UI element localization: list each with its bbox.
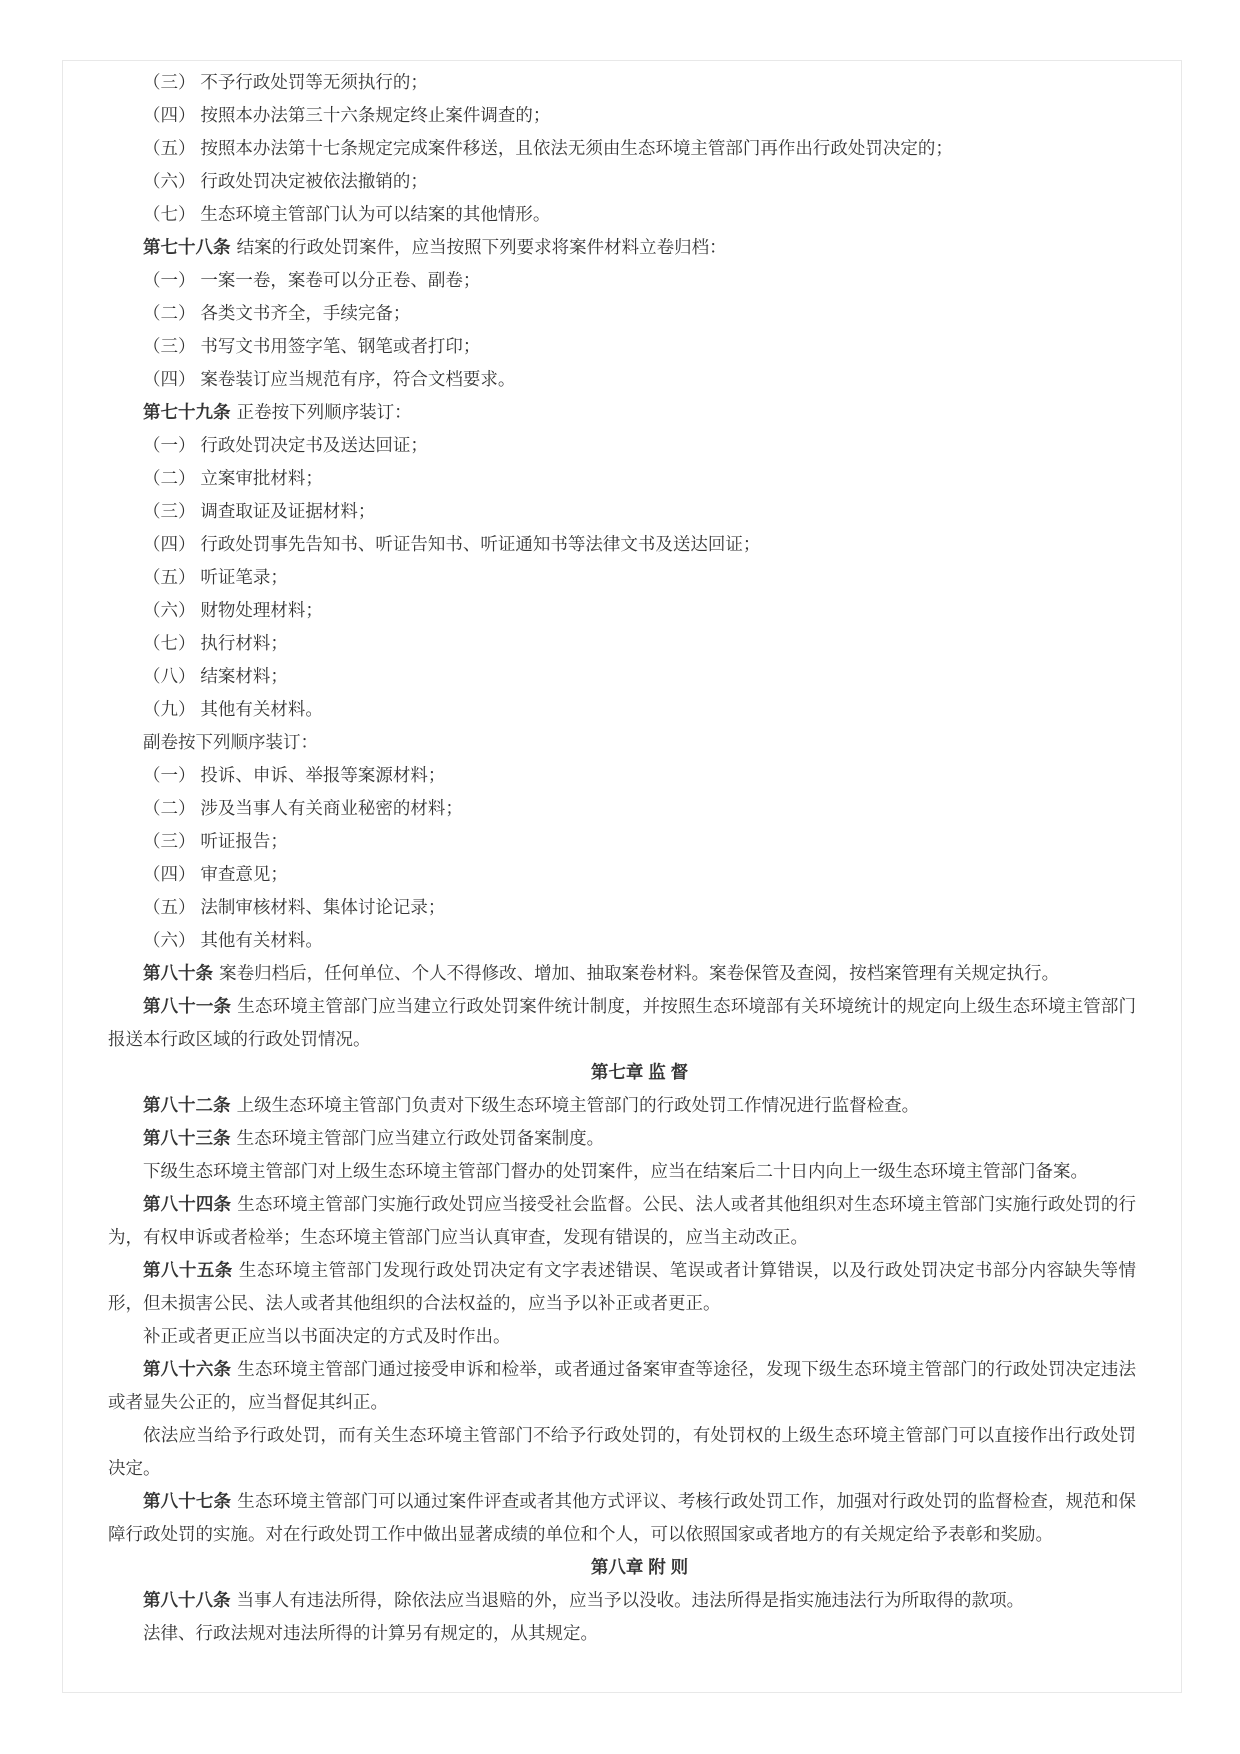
article-paragraph <box>108 957 1136 990</box>
numbered-list-item: （三） 调查取证及证据材料； <box>143 501 376 521</box>
article-text: 生态环境主管部门应当建立行政处罚案件统计制度，并按照生态环境部有关环境统计的规定向上级生态环境主管部门报送本行政区域的行政处罚情况。 <box>108 996 1136 1049</box>
document-body <box>108 66 1136 1650</box>
article-text: 正卷按下列顺序装订： <box>236 402 412 422</box>
article-paragraph <box>108 396 1136 429</box>
chapter-heading: 第八章 附 则 <box>590 1557 689 1577</box>
article-text: 生态环境主管部门发现行政处罚决定有文字表述错误、笔误或者计算错误，以及行政处罚决定书部分内容缺失等情形，但未损害公民、法人或者其他组织的合法权益的，应当予以补正或者更正。 <box>108 1260 1137 1313</box>
article-number-label: 第八十一条 <box>143 996 232 1016</box>
chapter-heading: 第七章 监 督 <box>590 1062 689 1082</box>
numbered-list-item: （七） 执行材料； <box>143 633 288 653</box>
numbered-list-item: （六） 行政处罚决定被依法撤销的； <box>143 171 428 191</box>
article-number-label: 第八十三条 <box>143 1128 231 1148</box>
article-text: 当事人有违法所得，除依法应当退赔的外，应当予以没收。违法所得是指实施违法行为所取得的款项。 <box>236 1590 1025 1610</box>
article-number-label: 第八十条 <box>143 963 213 983</box>
article-text: 生态环境主管部门实施行政处罚应当接受社会监督。公民、法人或者其他组织对生态环境主管部门实施行政处罚的行为，有权申诉或者检举；生态环境主管部门应当认真审查，发现有错误的，应当主动改正。 <box>108 1194 1136 1247</box>
article-number-label: 第七十九条 <box>143 402 231 422</box>
text-paragraph: 下级生态环境主管部门对上级生态环境主管部门督办的处罚案件，应当在结案后二十日内向上一级生态环境主管部门备案。 <box>143 1161 1088 1181</box>
article-paragraph <box>108 1188 1136 1254</box>
article-text: 生态环境主管部门通过接受申诉和检举，或者通过备案审查等途径，发现下级生态环境主管部门的行政处罚决定违法或者显失公正的，应当督促其纠正。 <box>108 1359 1136 1412</box>
numbered-list-item: （五） 法制审核材料、集体讨论记录； <box>143 897 446 917</box>
article-paragraph <box>108 1584 1136 1617</box>
numbered-list-item: （五） 按照本办法第十七条规定完成案件移送，且依法无须由生态环境主管部门再作出行政处罚决定的； <box>143 138 953 158</box>
article-number-label: 第八十八条 <box>143 1590 231 1610</box>
article-paragraph <box>108 1122 1136 1155</box>
article-text: 生态环境主管部门可以通过案件评查或者其他方式评议、考核行政处罚工作，加强对行政处罚的监督检查，规范和保障行政处罚的实施。对在行政处罚工作中做出显著成绩的单位和个人，可以依照国家或者地方的有关规定给予表彰和奖励。 <box>108 1491 1136 1544</box>
numbered-list-item: （三） 听证报告； <box>143 831 288 851</box>
numbered-list-item: （八） 结案材料； <box>143 666 288 686</box>
article-number-label: 第八十五条 <box>143 1260 233 1280</box>
article-text: 上级生态环境主管部门负责对下级生态环境主管部门的行政处罚工作情况进行监督检查。 <box>236 1095 920 1115</box>
numbered-list-item: （一） 一案一卷，案卷可以分正卷、副卷； <box>143 270 481 290</box>
text-paragraph: 依法应当给予行政处罚，而有关生态环境主管部门不给予行政处罚的，有处罚权的上级生态环境主管部门可以直接作出行政处罚决定。 <box>108 1425 1136 1478</box>
article-paragraph <box>108 1485 1136 1551</box>
text-paragraph: 补正或者更正应当以书面决定的方式及时作出。 <box>143 1326 511 1346</box>
numbered-list-item: （六） 其他有关材料。 <box>143 930 323 950</box>
article-number-label: 第八十二条 <box>143 1095 231 1115</box>
numbered-list-item: （四） 案卷装订应当规范有序，符合文档要求。 <box>143 369 516 389</box>
article-paragraph <box>108 231 1136 264</box>
numbered-list-item: （七） 生态环境主管部门认为可以结案的其他情形。 <box>143 204 551 224</box>
numbered-list-item: （三） 书写文书用签字笔、钢笔或者打印； <box>143 336 481 356</box>
text-paragraph: 法律、行政法规对违法所得的计算另有规定的，从其规定。 <box>143 1623 598 1643</box>
article-text: 生态环境主管部门应当建立行政处罚备案制度。 <box>236 1128 605 1148</box>
numbered-list-item: （六） 财物处理材料； <box>143 600 323 620</box>
numbered-list-item: （二） 涉及当事人有关商业秘密的材料； <box>143 798 463 818</box>
article-text: 案卷归档后，任何单位、个人不得修改、增加、抽取案卷材料。案卷保管及查阅，按档案管理有关规定执行。 <box>219 963 1060 983</box>
numbered-list-item: （一） 投诉、申诉、举报等案源材料； <box>143 765 446 785</box>
article-paragraph <box>108 1254 1136 1320</box>
numbered-list-item: （二） 各类文书齐全，手续完备； <box>143 303 411 323</box>
article-paragraph <box>108 1353 1136 1419</box>
numbered-list-item: （九） 其他有关材料。 <box>143 699 323 719</box>
numbered-list-item: （五） 听证笔录； <box>143 567 288 587</box>
numbered-list-item: （四） 按照本办法第三十六条规定终止案件调查的； <box>143 105 551 125</box>
numbered-list-item: （四） 行政处罚事先告知书、听证告知书、听证通知书等法律文书及送达回证； <box>143 534 761 554</box>
text-paragraph: 副卷按下列顺序装订： <box>143 732 318 752</box>
numbered-list-item: （四） 审查意见； <box>143 864 288 884</box>
article-number-label: 第八十七条 <box>143 1491 232 1511</box>
article-paragraph <box>108 990 1136 1056</box>
numbered-list-item: （三） 不予行政处罚等无须执行的； <box>143 72 428 92</box>
article-number-label: 第八十四条 <box>143 1194 232 1214</box>
article-number-label: 第七十八条 <box>143 237 231 257</box>
article-paragraph <box>108 1089 1136 1122</box>
article-text: 结案的行政处罚案件，应当按照下列要求将案件材料立卷归档： <box>236 237 727 257</box>
article-number-label: 第八十六条 <box>143 1359 232 1379</box>
numbered-list-item: （二） 立案审批材料； <box>143 468 323 488</box>
document-page <box>62 60 1182 1693</box>
numbered-list-item: （一） 行政处罚决定书及送达回证； <box>143 435 428 455</box>
